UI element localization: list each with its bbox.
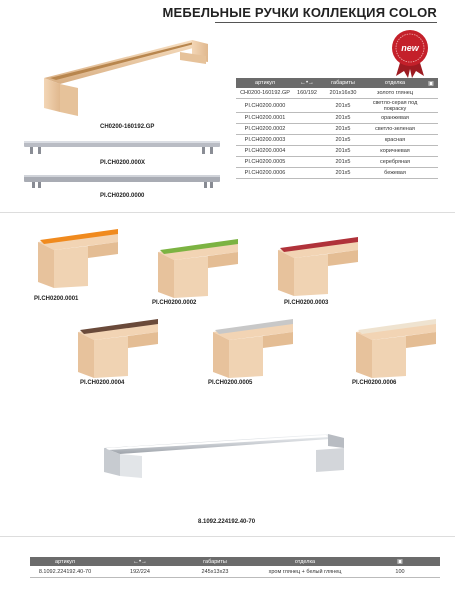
cell-spacing: 160/192 [297, 90, 317, 96]
cell-article: PI.CH0200.0006 [244, 170, 286, 176]
table-row [236, 124, 438, 135]
section-divider [0, 212, 455, 213]
color-handle-c0003-image [270, 236, 360, 301]
page-title: МЕБЕЛЬНЫЕ РУЧКИ КОЛЛЕКЦИЯ COLOR [162, 5, 437, 20]
badge-text: new [401, 43, 419, 53]
cell-article: PI.CH0200.0001 [244, 115, 286, 121]
cell-article: PI.CH0200.0002 [244, 126, 286, 132]
cell-article: 8.1092.224192.40-70 [38, 568, 92, 575]
cell-finish: золото глянец [377, 90, 413, 96]
cell-finish: красная [384, 137, 406, 143]
th-spacing-arrow-icon: ←•→ [132, 558, 148, 565]
caption-c0002: PI.CH0200.0002 [152, 300, 197, 306]
cell-pack: 100 [395, 568, 405, 575]
th-dimensions: габариты [203, 558, 227, 565]
table-row [236, 88, 438, 99]
caption-c0005: PI.CH0200.0005 [208, 380, 253, 386]
caption-chrome: 8.1092.224192.40-70 [198, 519, 256, 525]
cell-dimensions: 201x5 [335, 102, 351, 109]
th-finish: отделка [294, 558, 316, 565]
spec-table-header [236, 78, 438, 88]
table-row [30, 566, 440, 578]
cell-dimensions: 201x5 [335, 115, 351, 121]
table-row [236, 157, 438, 168]
cell-article: PI.CH0200.0005 [244, 159, 286, 165]
chrome-handle-image [98, 420, 358, 490]
th-finish: отделка [384, 80, 406, 86]
color-handle-c0006-image [348, 318, 438, 383]
new-badge-icon [388, 28, 432, 78]
caption-main-gold: CH0200-160192.GP [100, 124, 155, 130]
cell-dimensions: 201x16x30 [329, 90, 357, 96]
cell-dimensions: 201x5 [335, 126, 351, 132]
cell-finish: светло-серая под покраску [372, 99, 418, 112]
cell-article: PI.CH0200.0000 [244, 102, 286, 109]
bottom-table-header [30, 557, 440, 566]
th-dimensions: габариты [331, 80, 355, 86]
caption-steel-x: PI.CH0200.000X [100, 160, 146, 166]
cell-dimensions: 201x5 [335, 137, 351, 143]
cell-finish: коричневая [380, 148, 410, 154]
cell-finish: бежевая [384, 170, 406, 176]
th-pack-icon: ▣ [397, 559, 403, 565]
th-article: артикул [55, 558, 75, 565]
cell-finish: хром глянец + белый глянец [268, 568, 342, 575]
gold-handle-image [30, 30, 220, 122]
cell-dimensions: 201x5 [335, 170, 351, 176]
section-divider [0, 536, 455, 537]
caption-steel-0000: PI.CH0200.0000 [100, 193, 145, 199]
color-handle-c0004-image [70, 318, 160, 383]
table-row [236, 113, 438, 124]
cell-dimensions: 201x5 [335, 148, 351, 154]
th-article: артикул [255, 80, 275, 86]
caption-c0006: PI.CH0200.0006 [352, 380, 397, 386]
color-handle-c0002-image [150, 238, 240, 303]
cell-article: PI.CH0200.0004 [244, 148, 286, 154]
color-handle-c0005-image [205, 318, 295, 383]
title-rule [215, 22, 437, 23]
spec-table [236, 78, 438, 179]
table-row [236, 146, 438, 157]
steel-profile-0000-image [22, 172, 222, 192]
cell-finish: оранжевая [381, 115, 409, 121]
caption-c0004: PI.CH0200.0004 [80, 380, 125, 386]
caption-c0003: PI.CH0200.0003 [284, 300, 329, 306]
th-spacing-arrow-icon: ←•→ [299, 80, 315, 86]
cell-spacing: 192/224 [130, 568, 150, 575]
cell-article: CH0200-160192.GP [240, 90, 290, 96]
cell-dimensions: 245x13x23 [201, 568, 229, 575]
cell-dimensions: 201x5 [335, 159, 351, 165]
table-row [236, 135, 438, 146]
cell-article: PI.CH0200.0003 [244, 137, 286, 143]
caption-c0001: PI.CH0200.0001 [34, 296, 79, 302]
th-pack-icon: ▣ [428, 80, 434, 87]
table-row [236, 168, 438, 179]
color-handle-c0001-image [30, 228, 120, 293]
table-row [236, 99, 438, 113]
cell-finish: светло-зеленая [375, 126, 415, 132]
bottom-spec-table [30, 557, 440, 578]
steel-profile-x-image [22, 138, 222, 158]
cell-finish: серебряная [379, 159, 411, 165]
